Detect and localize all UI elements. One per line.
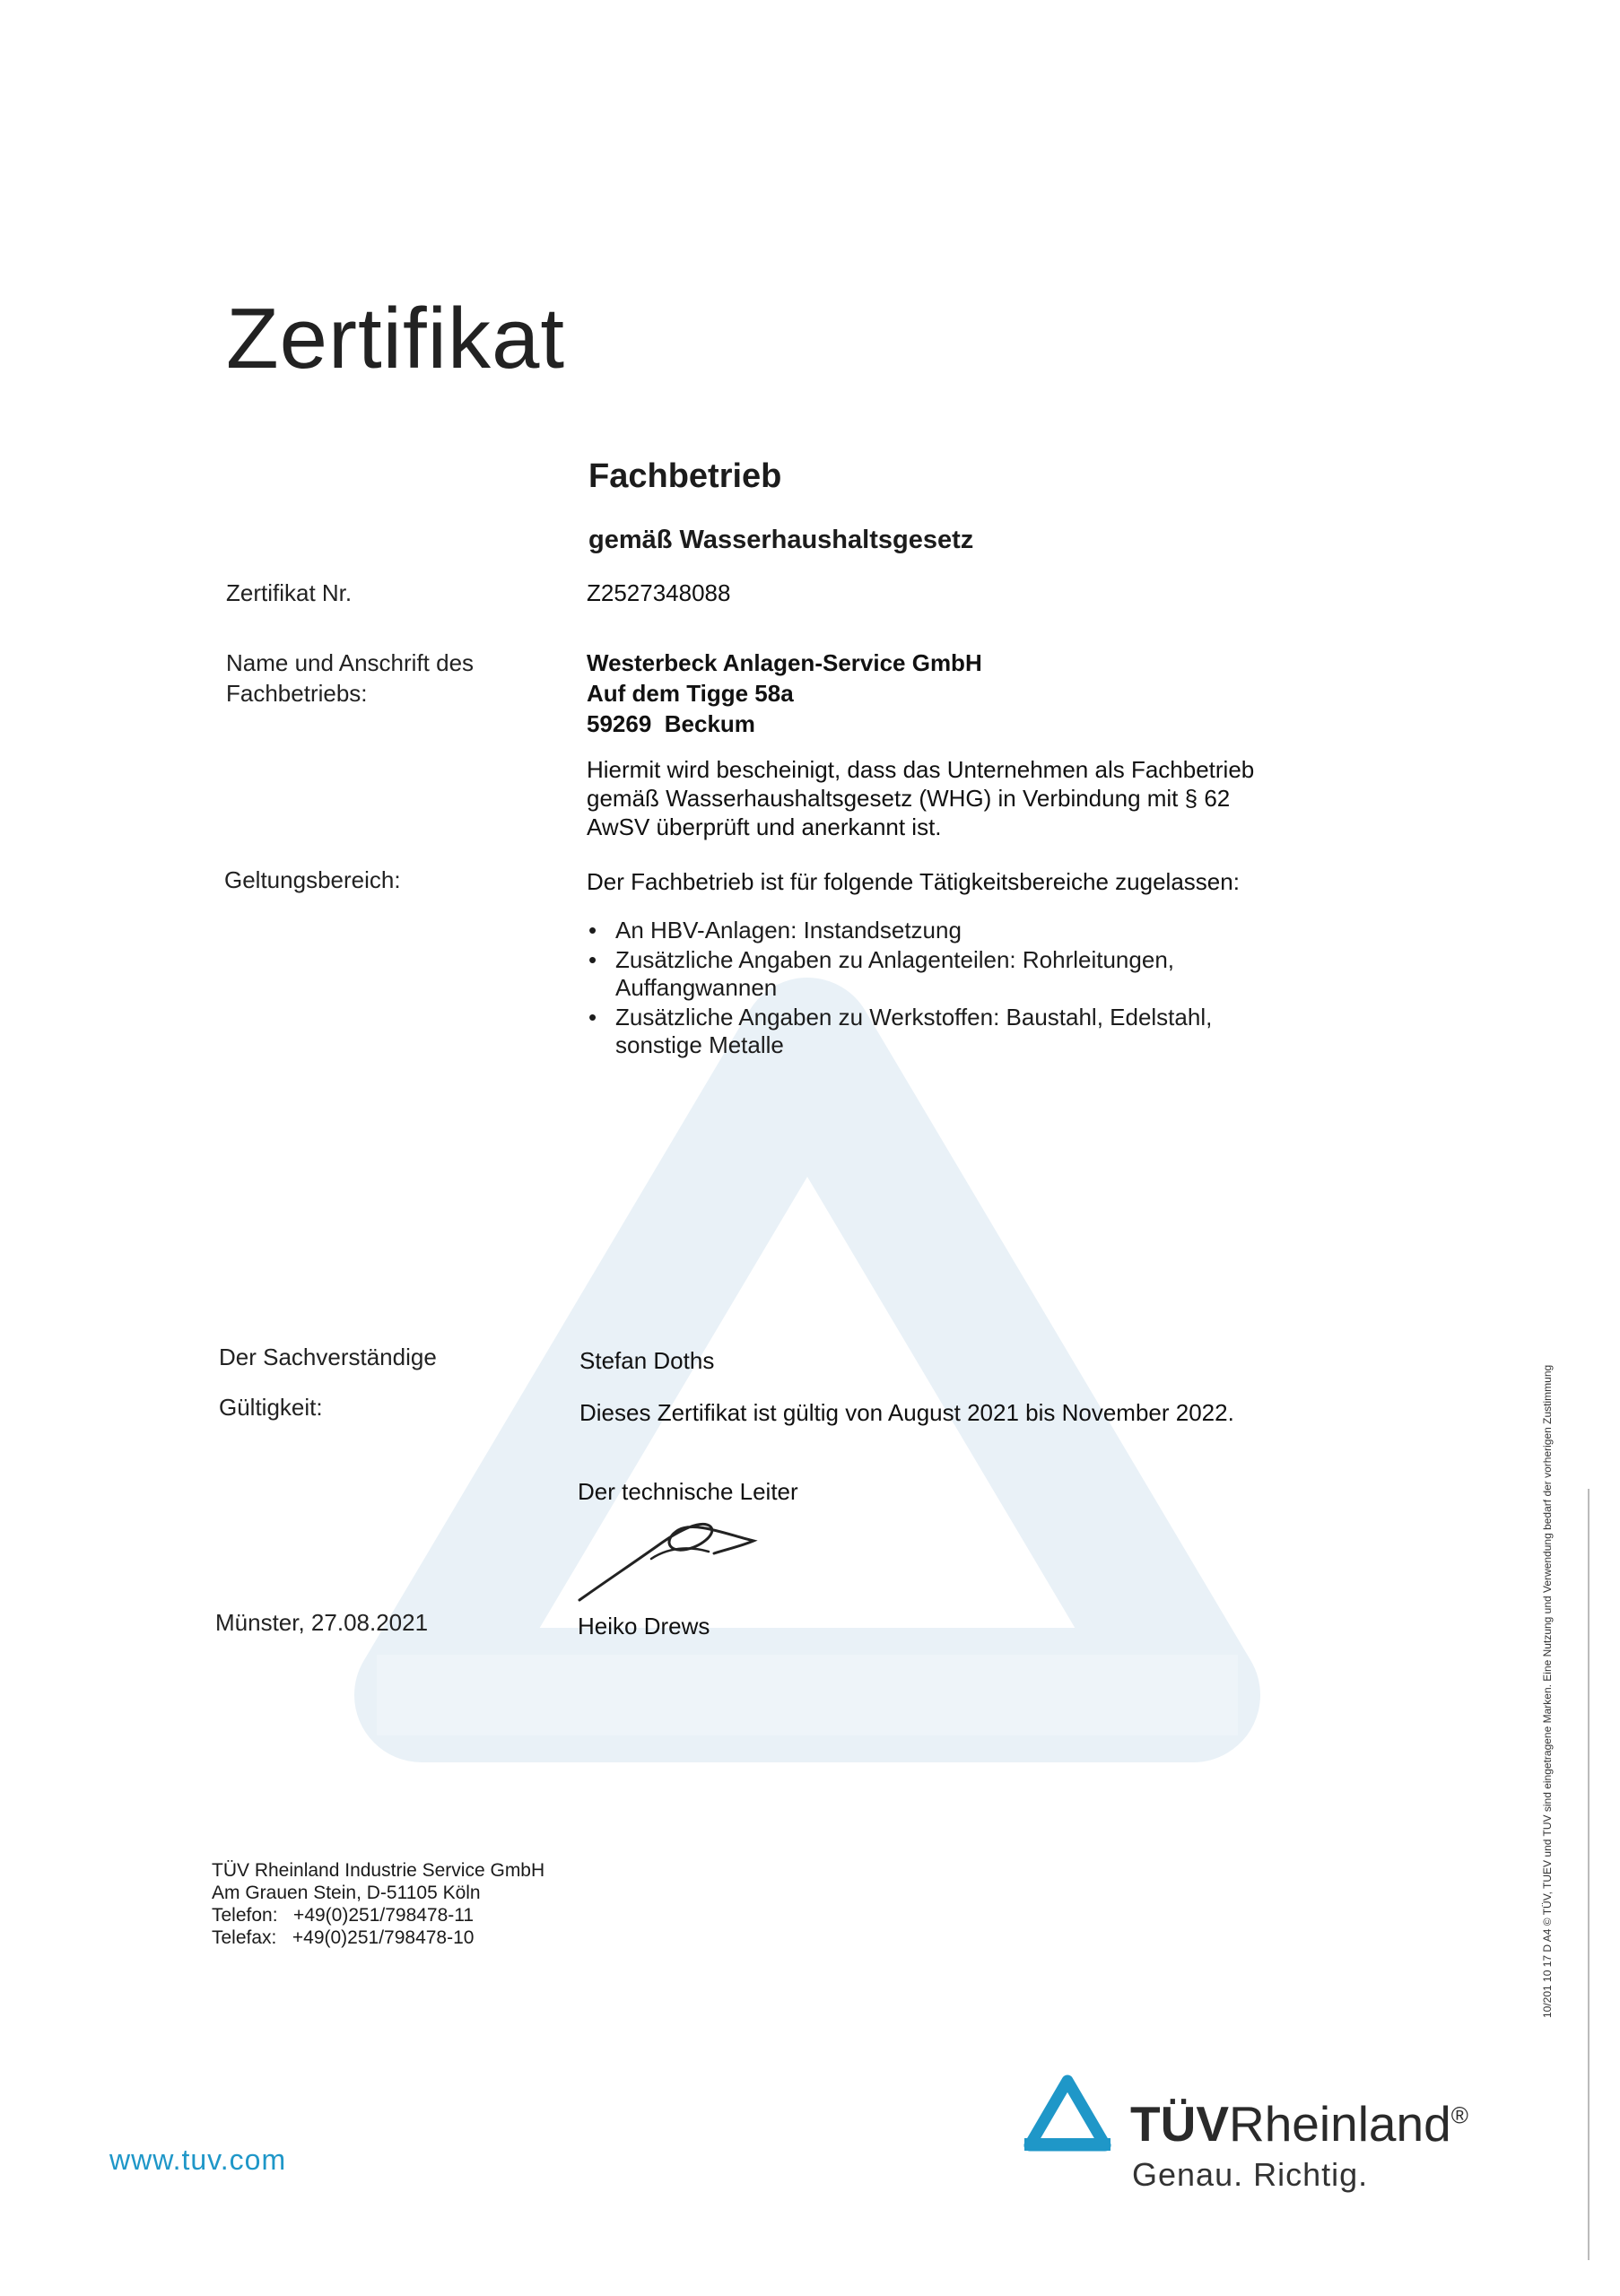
certificate-heading: Fachbetrieb [588,457,782,495]
brand-wordmark [1130,2095,1468,2152]
technical-lead-label: Der technische Leiter [578,1478,798,1505]
list-item: • Zusätzliche Angaben zu Werkstoffen: Baustahl, Edelstahl, sonstige Metalle [588,1004,1213,1058]
expert-label: Der Sachverständige [219,1344,437,1370]
company-address [587,648,982,739]
certificate-subheading: gemäß Wasserhaushaltsgesetz [588,526,974,554]
place-date: Münster, 27.08.2021 [215,1609,429,1636]
list-item: • Zusätzliche Angaben zu Anlagenteilen: Rohrleitungen, Auffangwannen [588,946,1174,1001]
scope-intro: Der Fachbetrieb ist für folgende Tätigkeitsbereiche zugelassen: [587,868,1240,895]
scope-label: Geltungsbereich: [224,866,401,893]
issuer-street: Am Grauen Stein, D-51105 Köln [212,1883,481,1903]
bullet-icon: • [588,946,597,973]
company-city: 59269 Beckum [587,710,755,737]
brand-slogan: Genau. Richtig. [1132,2156,1369,2193]
page-title: Zertifikat [226,291,566,387]
statement-line2: gemäß Wasserhaushaltsgesetz (WHG) in Verbindung mit § 62 [587,785,1231,812]
certificate-number-label: Zertifikat Nr. [226,579,353,606]
certificate-number: Z2527348088 [587,579,731,606]
company-street: Auf dem Tigge 58a [587,680,794,707]
statement-line3: AwSV überprüft und anerkannt ist. [587,813,942,840]
issuer-fax: Telefax: +49(0)251/798478-10 [212,1927,475,1948]
company-label-line2: Fachbetriebs: [226,680,368,707]
signature-icon [574,1507,771,1605]
list-item: • An HBV-Anlagen: Instandsetzung [588,917,962,944]
brand-light: Rheinland [1229,2096,1451,2152]
issuer-address [212,1859,544,1949]
registered-mark: ® [1450,2101,1468,2129]
side-legal-note: 10/201 10 17 D A4 © TÜV, TUEV und TUV sind eingetragene Marken. Eine Nutzung und Verwendung bedarf der vorherigen Zustimmung [1541,1364,1554,2018]
bullet-icon: • [588,1004,597,1031]
issuer-name: TÜV Rheinland Industrie Service GmbH [212,1860,545,1881]
website-link[interactable]: www.tuv.com [109,2144,287,2176]
validity-label: Gültigkeit: [219,1394,323,1421]
scope-list [587,917,1304,1061]
technical-lead-name: Heiko Drews [578,1613,710,1639]
company-label [226,648,474,709]
tuv-triangle-logo [1023,2074,1112,2156]
page-edge-divider [1588,1489,1590,2260]
statement-line1: Hiermit wird bescheinigt, dass das Unternehmen als Fachbetrieb [587,756,1255,783]
company-label-line1: Name und Anschrift des [226,649,475,676]
certification-statement [587,755,1254,841]
company-name: Westerbeck Anlagen-Service GmbH [587,649,982,676]
expert-name: Stefan Doths [579,1347,715,1374]
issuer-phone: Telefon: +49(0)251/798478-11 [212,1905,475,1926]
bullet-icon: • [588,917,597,944]
validity-value: Dieses Zertifikat ist gültig von August 2021 bis November 2022. [579,1399,1234,1426]
brand-bold: TÜV [1130,2096,1229,2152]
